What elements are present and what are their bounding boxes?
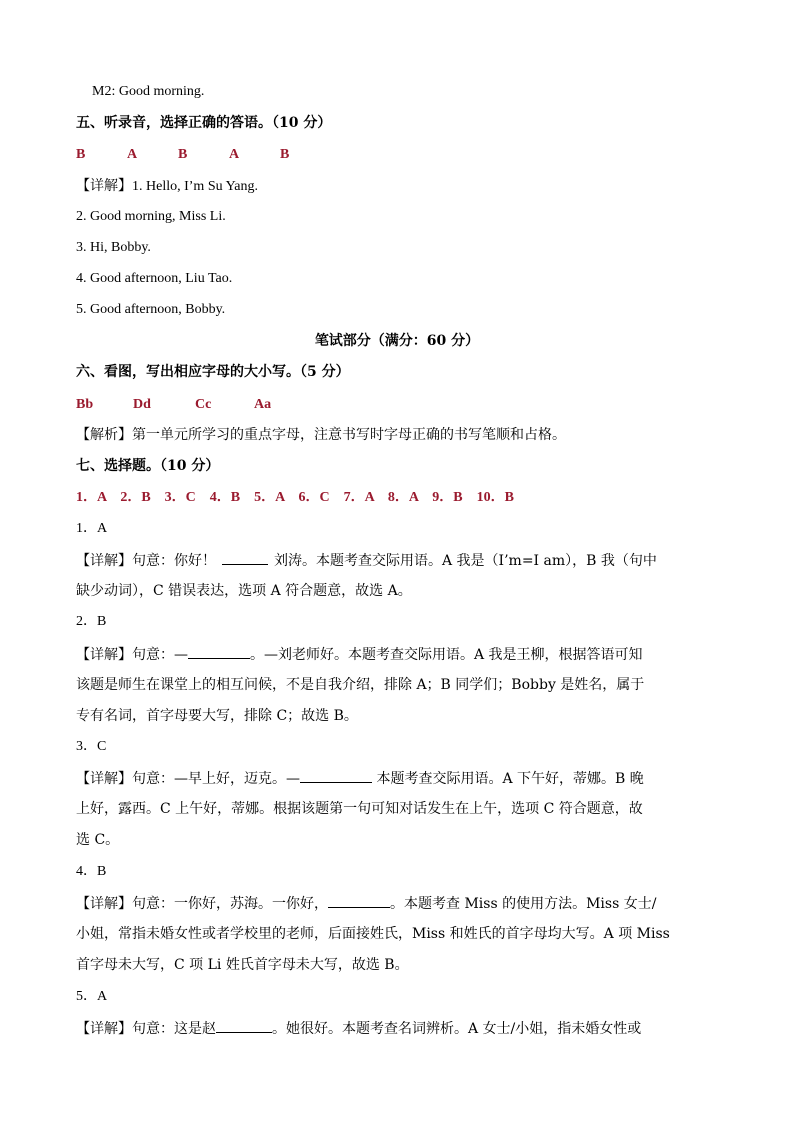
question-4-detail: 【详解】句意：一你好，苏海。一你好， 。本题考查 Miss 的使用方法。Miss 女士/ bbox=[76, 893, 716, 914]
question-2-answer: 2．B bbox=[76, 614, 107, 629]
detail-5-3: 3. Hi, Bobby. bbox=[76, 240, 151, 255]
answer-letter: A bbox=[229, 147, 240, 162]
detail-5-2: 2. Good morning, Miss Li. bbox=[76, 209, 226, 224]
fill-blank bbox=[216, 1018, 272, 1033]
question-4-answer: 4．B bbox=[76, 864, 107, 879]
dialogue-line-m2: M2: Good morning. bbox=[92, 84, 205, 99]
section-6-analysis bbox=[76, 425, 716, 445]
section-6-title: 六、看图，写出相应字母的大小写。（5 分） bbox=[76, 364, 350, 380]
detail-tag: 【详解】 bbox=[76, 553, 132, 569]
detail-tag: 【详解】 bbox=[76, 771, 132, 787]
section-7-answers: 1．A 2．B 3．C 4．B 5．A 6．C 7．A 8．A 9．B 10．B bbox=[76, 490, 514, 505]
analysis-text: 第一单元所学习的重点字母，注意书写时字母正确的书写笔顺和占格。 bbox=[132, 427, 566, 443]
detail-5-4: 4. Good afternoon, Liu Tao. bbox=[76, 271, 233, 286]
answer-letter-pair: Cc bbox=[195, 397, 212, 412]
detail-5-1 bbox=[76, 176, 716, 197]
question-3-detail-cont: 上好，露西。C 上午好，蒂娜。根据该题第一句可知对话发生在上午，选项 C 符合题意，故 bbox=[76, 801, 643, 817]
answer-letter: A bbox=[127, 147, 138, 162]
question-1-detail: 【详解】句意：你好！ 刘涛。本题考查交际用语。A 我是（I’m=I am），B 我（句中 bbox=[76, 550, 716, 571]
analysis-tag: 【解析】 bbox=[76, 427, 132, 443]
question-1-detail-cont: 缺少动词），C 错误表达，选项 A 符合题意，故选 A。 bbox=[76, 583, 412, 599]
question-4-detail-cont: 小姐，常指未婚女性或者学校里的老师，后面接姓氏，Miss 和姓氏的首字母均大写。A 项 Miss bbox=[76, 926, 670, 942]
answer-letter-pair: Dd bbox=[133, 397, 151, 412]
question-3-detail: 【详解】句意：—早上好，迈克。— 本题考查交际用语。A 下午好，蒂娜。B 晚 bbox=[76, 768, 716, 789]
detail-tag: 【详解】 bbox=[76, 896, 132, 912]
fill-blank bbox=[328, 893, 390, 908]
section-5-title: 五、听录音，选择正确的答语。（10 分） bbox=[76, 115, 332, 131]
question-2-detail: 【详解】句意：— 。—刘老师好。本题考查交际用语。A 我是王柳，根据答语可知 bbox=[76, 644, 716, 665]
question-3-detail-cont: 选 C。 bbox=[76, 832, 120, 848]
question-1-answer: 1．A bbox=[76, 521, 108, 536]
detail-tag: 【详解】 bbox=[76, 647, 132, 663]
section-5-answers bbox=[76, 144, 716, 165]
answer-letter: B bbox=[178, 147, 188, 162]
fill-blank bbox=[188, 644, 250, 659]
section-6-answers bbox=[76, 394, 716, 415]
question-5-answer: 5．A bbox=[76, 989, 108, 1004]
detail-tag: 【详解】 bbox=[76, 178, 132, 194]
detail-text: 1. Hello, I’m Su Yang. bbox=[132, 179, 259, 194]
answer-letter: B bbox=[280, 147, 290, 162]
question-5-detail: 【详解】句意：这是赵 。她很好。本题考查名词辨析。A 女士/小姐，指未婚女性或 bbox=[76, 1018, 716, 1039]
written-part-heading: 笔试部分（满分：60 分） bbox=[314, 333, 480, 349]
detail-tag: 【详解】 bbox=[76, 1021, 132, 1037]
answer-letter-pair: Bb bbox=[76, 397, 94, 412]
detail-5-5: 5. Good afternoon, Bobby. bbox=[76, 302, 226, 317]
question-2-detail-cont: 该题是师生在课堂上的相互问候，不是自我介绍，排除 A；B 同学们；Bobby 是姓名，属于 bbox=[76, 677, 645, 693]
section-7-title: 七、选择题。（10 分） bbox=[76, 458, 220, 474]
question-3-answer: 3．C bbox=[76, 739, 107, 754]
fill-blank bbox=[222, 550, 268, 565]
question-4-detail-cont: 首字母未大写，C 项 Li 姓氏首字母未大写，故选 B。 bbox=[76, 957, 409, 973]
fill-blank bbox=[300, 768, 372, 783]
answer-letter-pair: Aa bbox=[254, 397, 272, 412]
question-2-detail-cont: 专有名词，首字母要大写，排除 C；故选 B。 bbox=[76, 708, 358, 724]
answer-letter: B bbox=[76, 147, 86, 162]
